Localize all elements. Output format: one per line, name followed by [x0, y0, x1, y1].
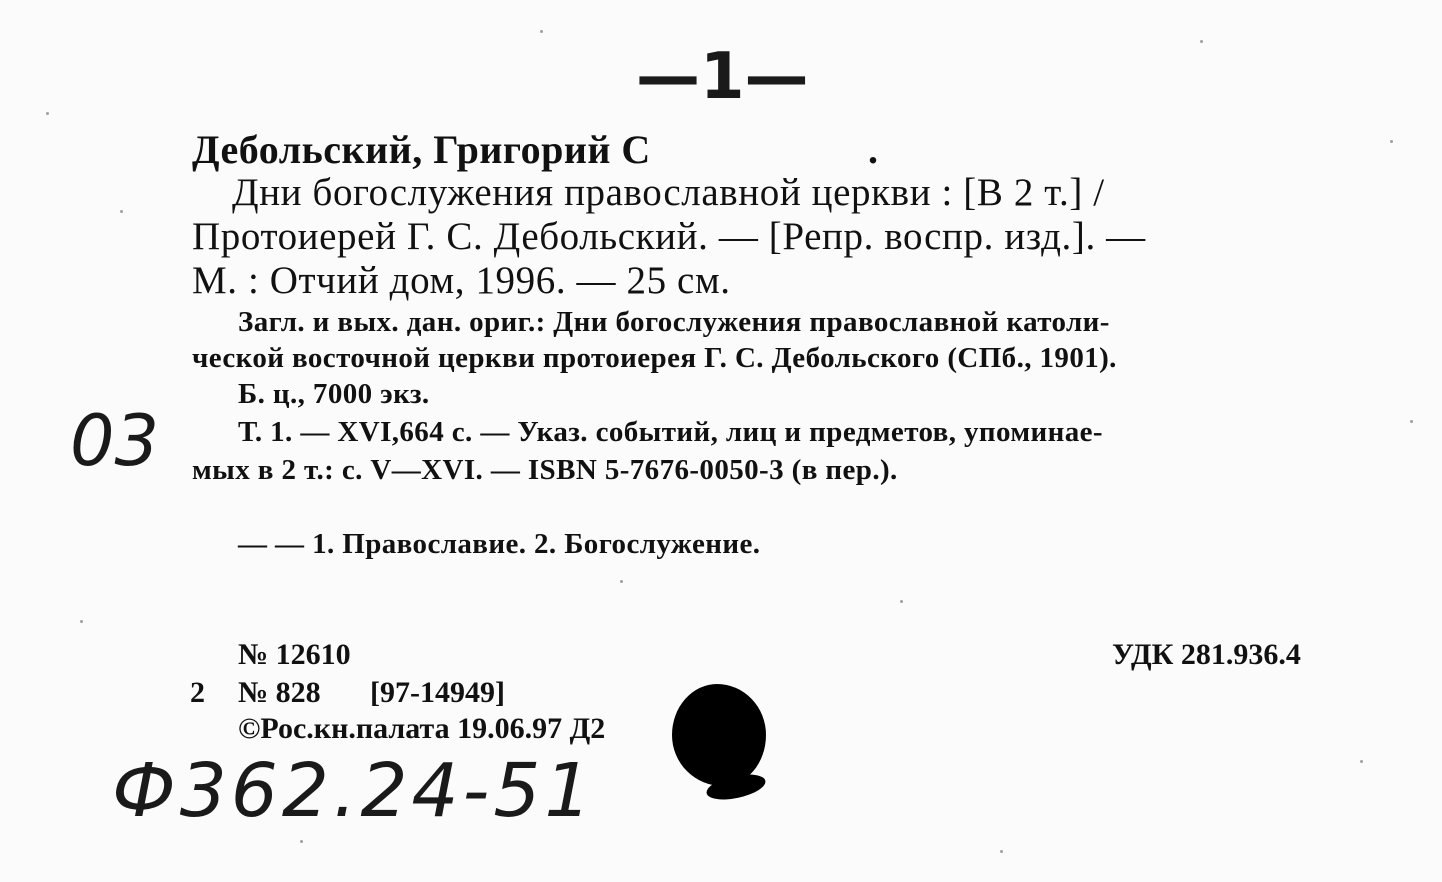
- bracket-number: [97-14949]: [370, 676, 505, 709]
- noise-speck: [300, 840, 303, 843]
- noise-speck: [620, 580, 623, 583]
- note-line-1: Загл. и вых. дан. ориг.: Дни богослужения православной католи-: [238, 306, 1110, 338]
- noise-speck: [1410, 420, 1413, 423]
- title-line-3: М. : Отчий дом, 1996. — 25 см.: [192, 259, 731, 302]
- heading-dot: .: [868, 127, 879, 172]
- price-line: Б. ц., 7000 экз.: [238, 378, 430, 410]
- handwritten-page-mark: —1—: [636, 40, 809, 114]
- copies-count: 2: [190, 676, 205, 709]
- noise-speck: [80, 620, 83, 623]
- note-line-2: ческой восточной церкви протоиерея Г. С. Дебольского (СПб., 1901).: [192, 342, 1117, 374]
- title-line-1: Дни богослужения православной церкви : [В 2 т.] /: [232, 171, 1105, 214]
- noise-speck: [900, 600, 903, 603]
- subjects-line: — — 1. Православие. 2. Богослужение.: [238, 528, 761, 560]
- ink-blot: [672, 684, 766, 786]
- copyright-line: ©Рос.кн.палата 19.06.97 Д2: [238, 712, 606, 745]
- record-number: № 12610: [238, 638, 351, 671]
- noise-speck: [46, 112, 49, 115]
- second-number: № 828: [238, 676, 321, 709]
- title-line-2: Протоиерей Г. С. Дебольский. — [Репр. воспр. изд.]. —: [192, 215, 1146, 258]
- noise-speck: [1200, 40, 1203, 43]
- handwritten-shelf-code: Ф362.24-51: [112, 748, 596, 834]
- noise-speck: [1360, 760, 1363, 763]
- volume-line-1: Т. 1. — XVI,664 с. — Указ. событий, лиц и предметов, упоминае-: [238, 416, 1103, 448]
- noise-speck: [1390, 140, 1393, 143]
- noise-speck: [120, 210, 123, 213]
- noise-speck: [540, 30, 543, 33]
- noise-speck: [1000, 850, 1003, 853]
- udc-code: УДК 281.936.4: [1112, 638, 1301, 671]
- handwritten-section-code: 03: [70, 400, 160, 482]
- author-heading: Дебольский, Григорий С: [192, 127, 651, 172]
- volume-line-2: мых в 2 т.: с. V—XVI. — ISBN 5-7676-0050-3 (в пер.).: [192, 454, 898, 486]
